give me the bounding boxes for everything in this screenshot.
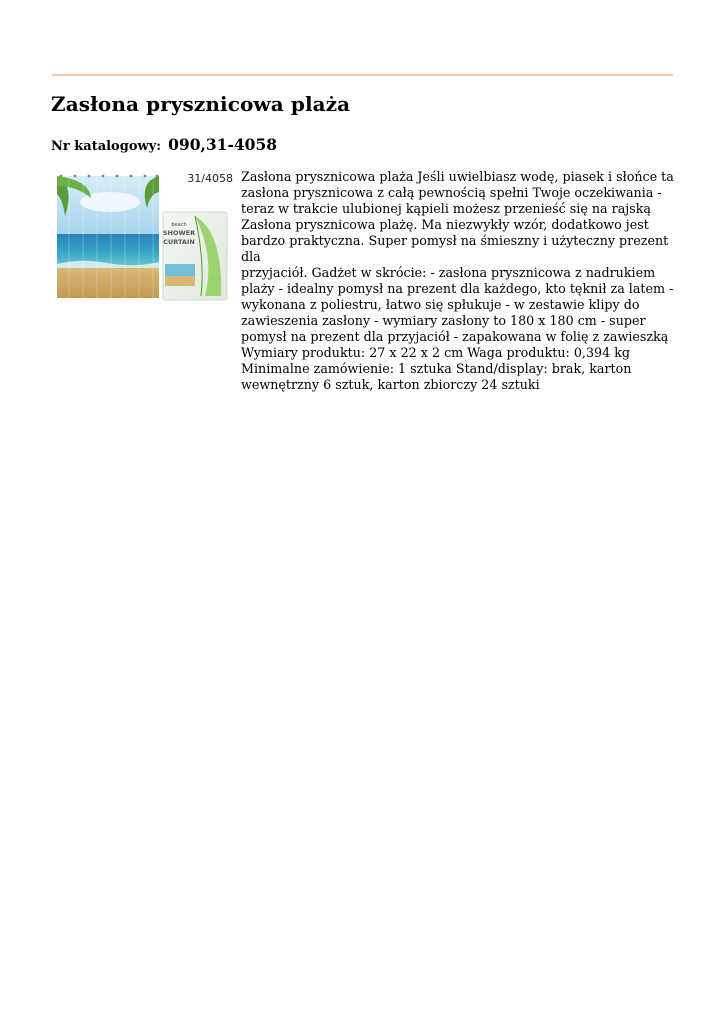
product-image [55,172,233,304]
shower-curtain-photo [55,172,233,304]
product-description: Zasłona prysznicowa plaża Jeśli uwielbiasz wodę, piasek i słońce ta zasłona prysznicowa z całą pewnością spełni Twoje oczekiwania - teraz w trakcie ulubionej kąpieli możesz przenieść się na rajską Zasłona prysznicowa plażę. Ma niezwykły wzór, dodatkowo jest bardzo praktyczna. Super pomysł na śmieszny i użyteczny prezent dla przyjaciół. Gadżet w skrócie: - zasłona prysznicowa z nadrukiem plaży - idealny pomysł na prezent dla każdego, kto tęknił za latem - wykonana z poliestru, łatwo się spłukuje - w zestawie klipy do zawieszenia zasłony - wymiary zasłony to 180 x 180 cm - super pomysł na prezent dla przyjaciół - zapakowana w folię z zawieszką Wymiary produktu: 27 x 22 x 2 cm Waga produktu: 0,394 kg Minimalne zamówienie: 1 sztuka Stand/display: brak, karton wewnętrzny 6 sztuk, karton zbiorczy 24 sztuki [241,169,674,392]
product-title: Zasłona prysznicowa plaża [51,92,351,116]
package-text-3: CURTAIN [163,238,195,246]
package-text-2: SHOWER [162,229,196,237]
catalog-number-value: 090,31-4058 [168,135,278,154]
catalog-number-label: Nr katalogowy: [51,139,162,154]
product-code-label: 31/4058 [187,172,233,185]
package-graphic [163,212,227,300]
header-divider [52,74,673,76]
curtain-graphic [57,175,159,298]
package-text-1: beach [171,222,187,228]
catalog-number-row [51,135,277,154]
